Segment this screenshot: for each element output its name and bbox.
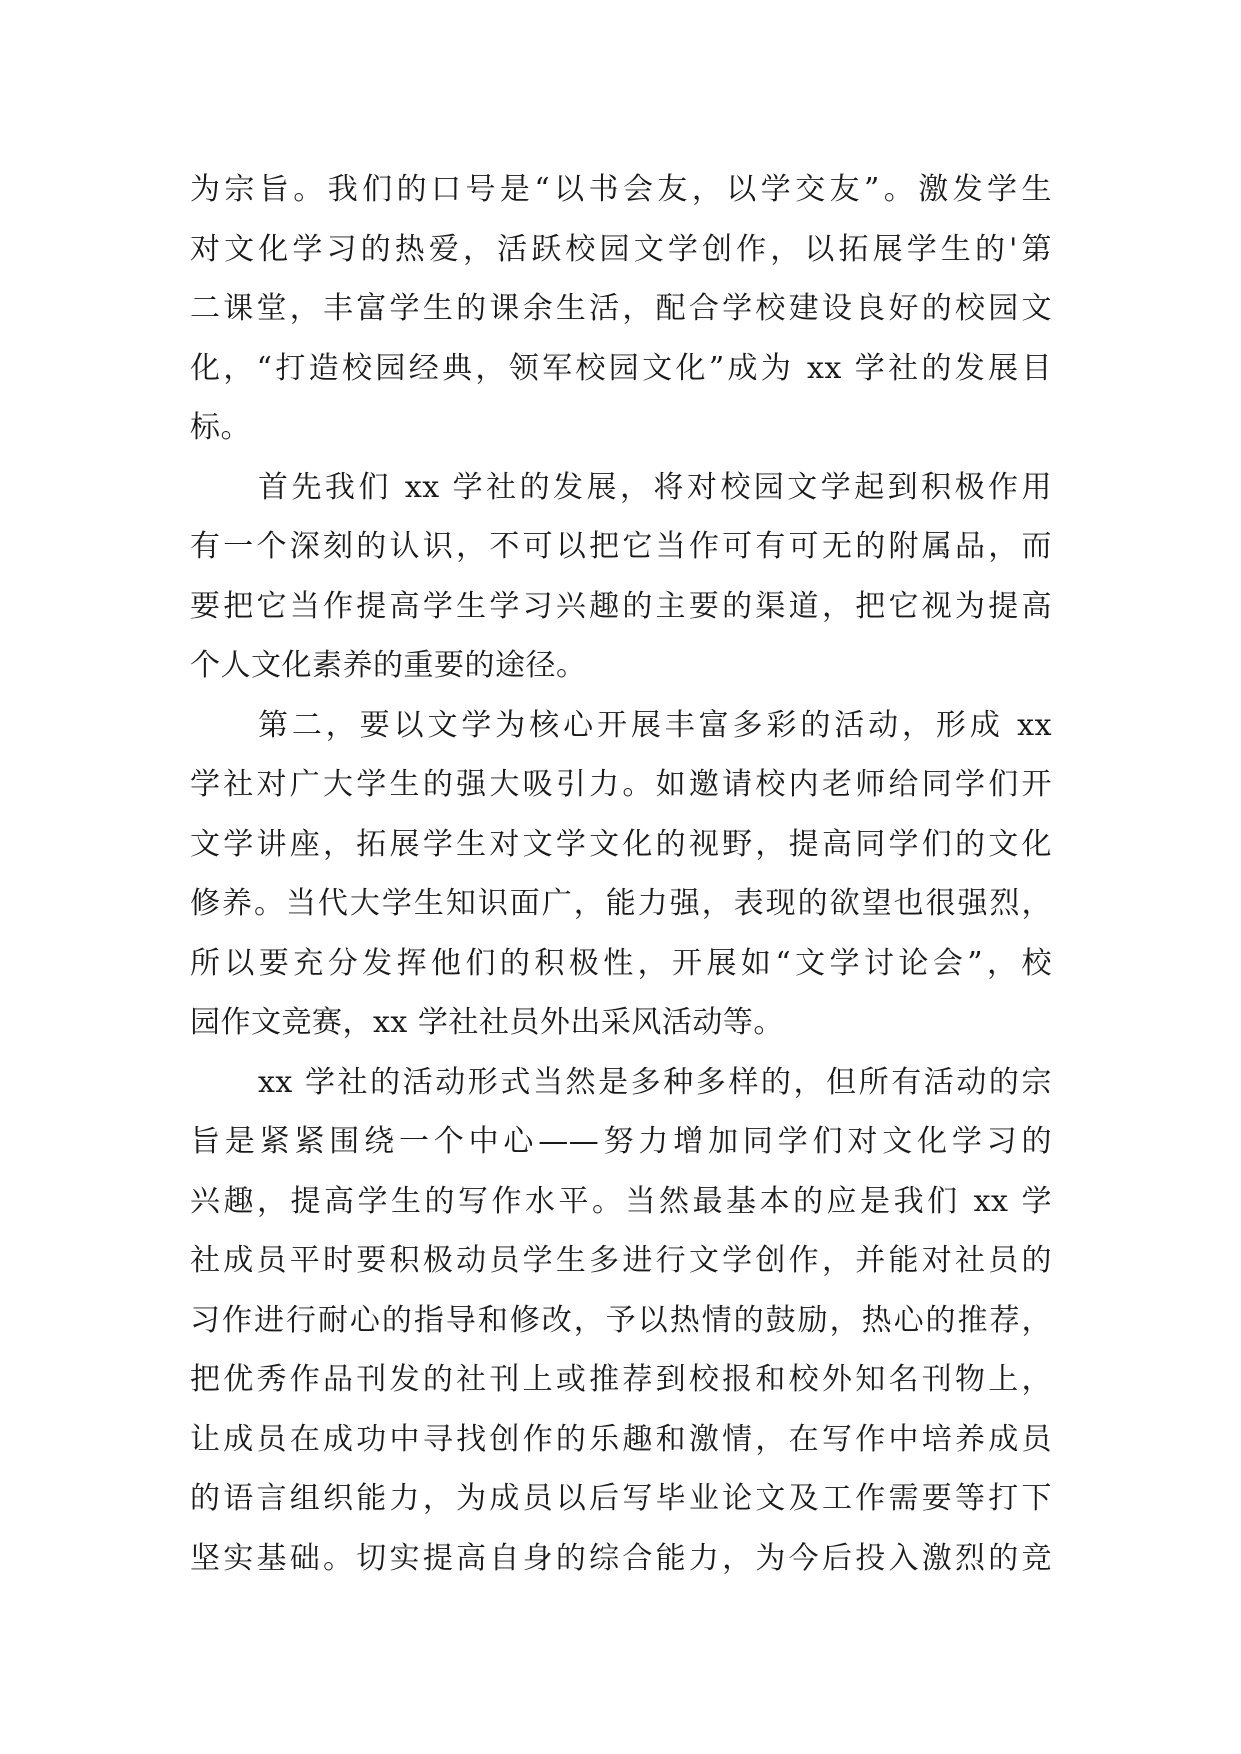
text-line: 文学讲座，拓展学生对文学文化的视野，提高同学们的文化	[190, 826, 1052, 862]
text-line: 修养。当代大学生知识面广，能力强，表现的欲望也很强烈，	[190, 886, 1052, 921]
text-line: 要把它当作提高学生学习兴趣的主要的渠道，把它视为提高	[190, 588, 1052, 624]
text-line: 把优秀作品刊发的社刊上或推荐到校报和校外知名刊物上，	[190, 1362, 1052, 1397]
text-line: 学社对广大学生的强大吸引力。如邀请校内老师给同学们开	[190, 767, 1052, 802]
text-line: 旨是紧紧围绕一个中心——努力增加同学们对文化学习的	[190, 1124, 1052, 1159]
text-line: 标。	[190, 410, 251, 445]
document-body	[190, 160, 1052, 1588]
text-line: 为宗旨。我们的口号是“以书会友，以学交友”。激发学生	[190, 172, 1052, 207]
text-line: 兴趣，提高学生的写作水平。当然最基本的应是我们 xx 学	[190, 1183, 1052, 1219]
text-line: 所以要充分发挥他们的积极性，开展如“文学讨论会”，校	[190, 945, 1052, 981]
text-line: 二课堂，丰富学生的课余生活，配合学校建设良好的校园文	[190, 291, 1052, 326]
text-line: 首先我们 xx 学社的发展，将对校园文学起到积极作用	[258, 469, 1052, 505]
text-line: 对文化学习的热爱，活跃校园文学创作，以拓展学生的'第	[190, 231, 1052, 267]
text-line: 第二，要以文学为核心开展丰富多彩的活动，形成 xx	[258, 707, 1052, 743]
text-line: xx 学社的活动形式当然是多种多样的，但所有活动的宗	[258, 1064, 1052, 1100]
text-line: 化，“打造校园经典，领军校园文化”成为 xx 学社的发展目	[190, 350, 1052, 386]
text-line: 社成员平时要积极动员学生多进行文学创作，并能对社员的	[190, 1243, 1052, 1278]
text-line: 个人文化素养的重要的途径。	[190, 648, 587, 683]
text-line: 园作文竞赛，xx 学社社员外出采风活动等。	[190, 1005, 784, 1040]
text-line: 让成员在成功中寻找创作的乐趣和激情，在写作中培养成员	[190, 1421, 1052, 1457]
text-line: 有一个深刻的认识，不可以把它当作可有可无的附属品，而	[190, 529, 1052, 564]
text-line: 的语言组织能力，为成员以后写毕业论文及工作需要等打下	[190, 1481, 1052, 1516]
text-line: 习作进行耐心的指导和修改，予以热情的鼓励，热心的推荐，	[190, 1302, 1052, 1338]
text-line: 坚实基础。切实提高自身的综合能力，为今后投入激烈的竞	[190, 1540, 1052, 1576]
